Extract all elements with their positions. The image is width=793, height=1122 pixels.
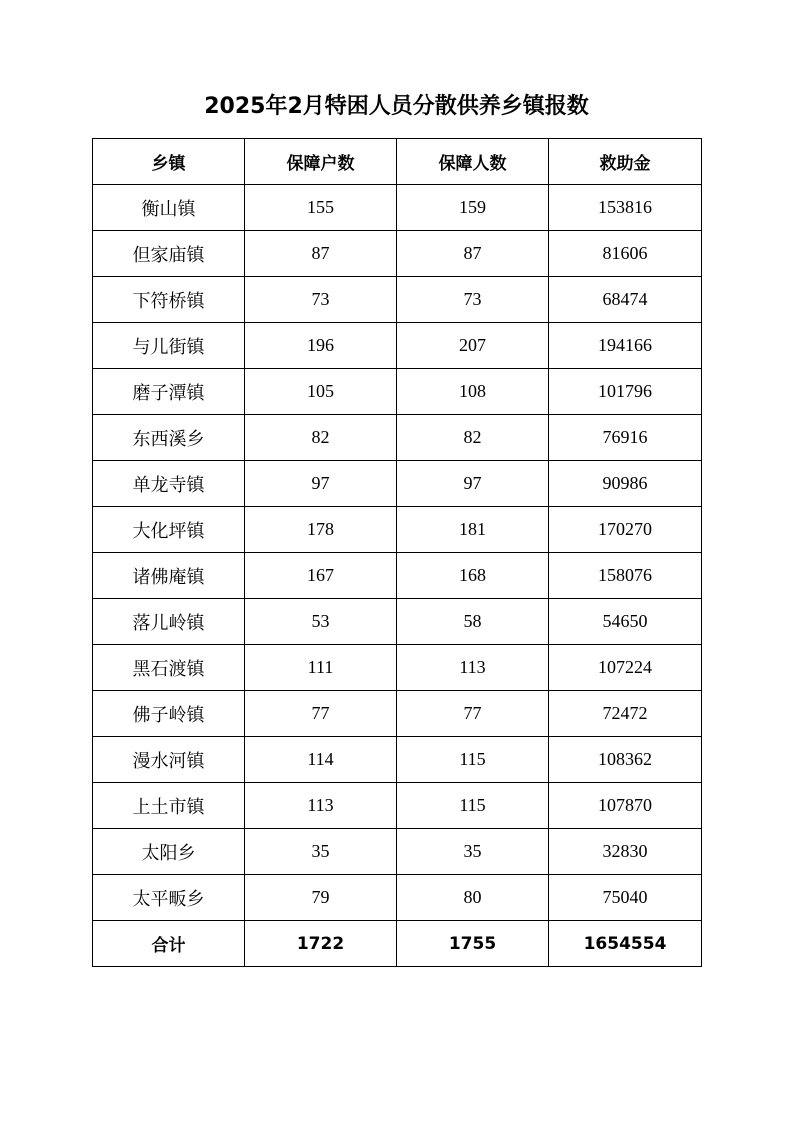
town-cell: 上土市镇: [93, 783, 245, 829]
total-persons: 1755: [397, 921, 549, 967]
town-cell: 下符桥镇: [93, 277, 245, 323]
relief-funds-cell: 170270: [549, 507, 702, 553]
town-cell: 大化坪镇: [93, 507, 245, 553]
persons-cell: 35: [397, 829, 549, 875]
households-cell: 113: [245, 783, 397, 829]
persons-cell: 115: [397, 737, 549, 783]
households-cell: 79: [245, 875, 397, 921]
households-cell: 53: [245, 599, 397, 645]
town-cell: 漫水河镇: [93, 737, 245, 783]
relief-funds-cell: 101796: [549, 369, 702, 415]
households-cell: 87: [245, 231, 397, 277]
table-row: [93, 737, 702, 783]
persons-cell: 80: [397, 875, 549, 921]
relief-funds-cell: 90986: [549, 461, 702, 507]
persons-cell: 82: [397, 415, 549, 461]
table-row: [93, 323, 702, 369]
relief-funds-cell: 158076: [549, 553, 702, 599]
relief-funds-cell: 76916: [549, 415, 702, 461]
persons-cell: 97: [397, 461, 549, 507]
town-cell: 衡山镇: [93, 185, 245, 231]
relief-funds-cell: 68474: [549, 277, 702, 323]
table-row: [93, 691, 702, 737]
table-row: [93, 553, 702, 599]
table-row: [93, 599, 702, 645]
town-cell: 太阳乡: [93, 829, 245, 875]
households-cell: 97: [245, 461, 397, 507]
header-households: 保障户数: [245, 139, 397, 185]
relief-funds-cell: 108362: [549, 737, 702, 783]
header-persons: 保障人数: [397, 139, 549, 185]
town-cell: 佛子岭镇: [93, 691, 245, 737]
table-row: [93, 783, 702, 829]
households-cell: 82: [245, 415, 397, 461]
households-cell: 114: [245, 737, 397, 783]
persons-cell: 181: [397, 507, 549, 553]
table-body: [93, 185, 702, 921]
persons-cell: 108: [397, 369, 549, 415]
town-cell: 太平畈乡: [93, 875, 245, 921]
town-cell: 磨子潭镇: [93, 369, 245, 415]
relief-funds-cell: 72472: [549, 691, 702, 737]
total-row: [93, 921, 702, 967]
total-label: 合计: [93, 921, 245, 967]
relief-funds-cell: 153816: [549, 185, 702, 231]
persons-cell: 87: [397, 231, 549, 277]
relief-funds-cell: 75040: [549, 875, 702, 921]
table-row: [93, 231, 702, 277]
total-households: 1722: [245, 921, 397, 967]
town-cell: 诸佛庵镇: [93, 553, 245, 599]
relief-funds-cell: 32830: [549, 829, 702, 875]
town-cell: 落儿岭镇: [93, 599, 245, 645]
table-row: [93, 875, 702, 921]
relief-funds-cell: 81606: [549, 231, 702, 277]
header-town: 乡镇: [93, 139, 245, 185]
table-row: [93, 369, 702, 415]
town-cell: 与儿街镇: [93, 323, 245, 369]
households-cell: 105: [245, 369, 397, 415]
table-row: [93, 277, 702, 323]
households-cell: 111: [245, 645, 397, 691]
households-cell: 77: [245, 691, 397, 737]
persons-cell: 159: [397, 185, 549, 231]
town-cell: 单龙寺镇: [93, 461, 245, 507]
relief-funds-cell: 107870: [549, 783, 702, 829]
table-row: [93, 185, 702, 231]
table-row: [93, 507, 702, 553]
households-cell: 167: [245, 553, 397, 599]
total-relief-funds: 1654554: [549, 921, 702, 967]
persons-cell: 77: [397, 691, 549, 737]
relief-funds-cell: 54650: [549, 599, 702, 645]
table-row: [93, 461, 702, 507]
relief-funds-cell: 107224: [549, 645, 702, 691]
households-cell: 155: [245, 185, 397, 231]
relief-funds-cell: 194166: [549, 323, 702, 369]
table-row: [93, 415, 702, 461]
persons-cell: 115: [397, 783, 549, 829]
persons-cell: 113: [397, 645, 549, 691]
persons-cell: 168: [397, 553, 549, 599]
table-row: [93, 645, 702, 691]
households-cell: 196: [245, 323, 397, 369]
table-header-row: [93, 139, 702, 185]
persons-cell: 73: [397, 277, 549, 323]
report-table: [92, 138, 702, 967]
header-relief-funds: 救助金: [549, 139, 702, 185]
town-cell: 但家庙镇: [93, 231, 245, 277]
town-cell: 东西溪乡: [93, 415, 245, 461]
households-cell: 35: [245, 829, 397, 875]
households-cell: 178: [245, 507, 397, 553]
persons-cell: 207: [397, 323, 549, 369]
households-cell: 73: [245, 277, 397, 323]
document-title: 2025年2月特困人员分散供养乡镇报数: [204, 94, 589, 119]
table-row: [93, 829, 702, 875]
persons-cell: 58: [397, 599, 549, 645]
town-cell: 黑石渡镇: [93, 645, 245, 691]
